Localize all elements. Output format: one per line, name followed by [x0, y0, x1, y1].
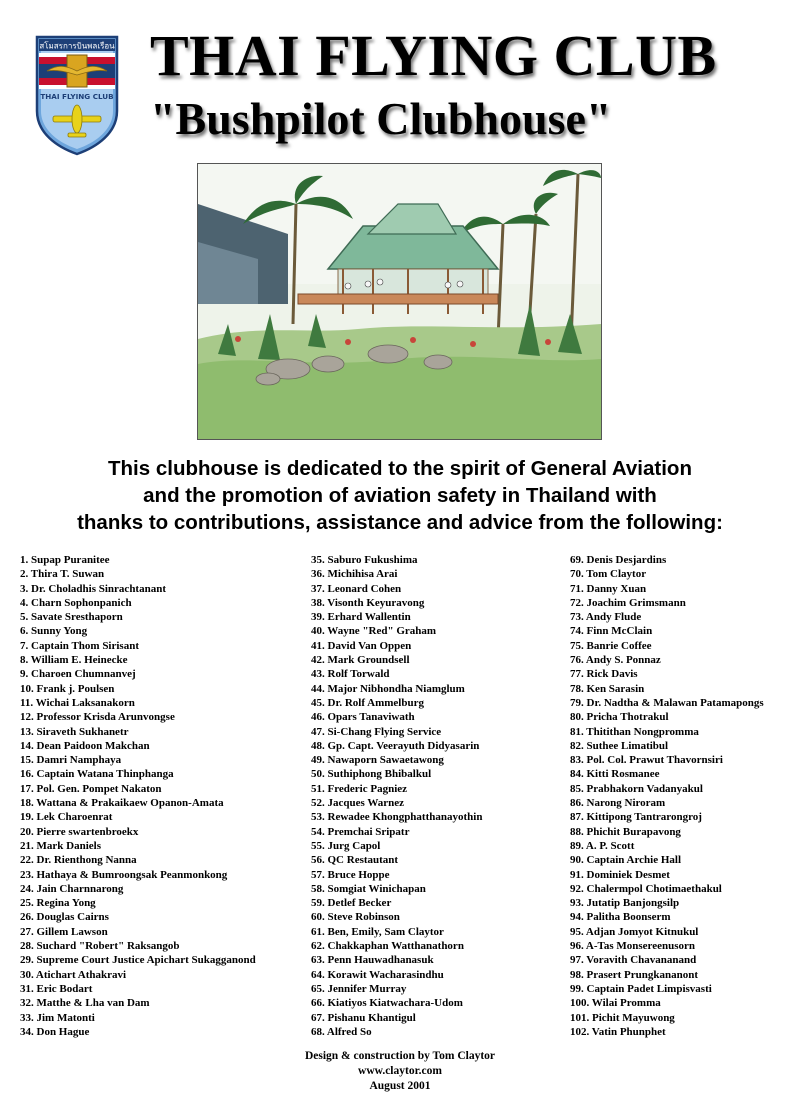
list-item: 96. A-Tas Monsereenusorn — [570, 940, 695, 953]
list-item: 57. Bruce Hoppe — [311, 868, 390, 881]
list-item: 42. Mark Groundsell — [311, 654, 410, 667]
list-item: 51. Frederic Pagniez — [311, 782, 408, 795]
list-item: 52. Jacques Warnez — [311, 797, 404, 810]
list-item: 25. Regina Yong — [20, 897, 96, 910]
list-item: 19. Lek Charoenrat — [20, 811, 113, 824]
list-item: 32. Matthe & Lha van Dam — [20, 997, 150, 1010]
list-item: 84. Kitti Rosmanee — [570, 768, 660, 781]
dedication-text — [20, 455, 780, 536]
list-item: 22. Dr. Rienthong Nanna — [20, 854, 137, 867]
list-item: 5. Savate Sresthaporn — [20, 611, 123, 624]
list-item: 49. Nawaporn Sawaetawong — [311, 754, 444, 767]
list-item: 24. Jain Charnnarong — [20, 882, 124, 895]
list-item: 66. Kiatiyos Kiatwachara-Udom — [311, 997, 463, 1010]
list-item: 64. Korawit Wacharasindhu — [311, 968, 444, 981]
list-item: 72. Joachim Grimsmann — [570, 596, 686, 609]
list-item: 81. Thitithan Nongpromma — [570, 725, 699, 738]
list-item: 94. Palitha Boonserm — [570, 911, 671, 924]
list-item: 74. Finn McClain — [570, 625, 653, 638]
list-item: 3. Dr. Choladhis Sinrachtanant — [20, 582, 166, 595]
list-item: 6. Sunny Yong — [20, 625, 88, 638]
list-item: 99. Captain Padet Limpisvasti — [570, 982, 712, 995]
list-item: 58. Somgiat Winichapan — [311, 882, 426, 895]
list-item: 53. Rewadee Khongphatthanayothin — [311, 811, 483, 824]
list-item: 59. Detlef Becker — [311, 897, 392, 910]
footer — [200, 1049, 600, 1094]
list-item: 15. Damri Namphaya — [20, 754, 122, 767]
list-item: 26. Douglas Cairns — [20, 911, 109, 924]
list-item: 33. Jim Matonti — [20, 1011, 95, 1024]
list-item: 102. Vatin Phunphet — [570, 1025, 666, 1038]
list-item: 78. Ken Sarasin — [570, 682, 645, 695]
list-item: 23. Hathaya & Bumroongsak Peanmonkong — [20, 868, 228, 881]
list-item: 48. Gp. Capt. Veerayuth Didyasarin — [311, 739, 480, 752]
page-title: THAI FLYING CLUB — [150, 23, 717, 88]
list-item: 93. Jutatip Banjongsilp — [570, 897, 680, 910]
list-item: 20. Pierre swartenbroekx — [20, 825, 139, 838]
page-subtitle: "Bushpilot Clubhouse" — [150, 93, 612, 144]
list-item: 18. Wattana & Prakaikaew Opanon-Amata — [20, 797, 224, 810]
list-item: 92. Chalermpol Chotimaethakul — [570, 882, 722, 895]
list-item: 87. Kittipong Tantrarongroj — [570, 811, 702, 824]
list-item: 10. Frank j. Poulsen — [20, 682, 115, 695]
list-item: 7. Captain Thom Sirisant — [20, 639, 139, 652]
list-item: 47. Si-Chang Flying Service — [311, 725, 442, 738]
list-item: 27. Gillem Lawson — [20, 925, 108, 938]
list-item: 11. Wichai Laksanakorn — [20, 696, 135, 709]
list-item: 44. Major Nibhondha Niamglum — [311, 682, 465, 695]
list-item: 56. QC Restautant — [311, 854, 399, 867]
list-item: 35. Saburo Fukushima — [311, 554, 418, 566]
list-item: 45. Dr. Rolf Ammelburg — [311, 696, 424, 709]
list-item: 40. Wayne "Red" Graham — [311, 625, 437, 638]
design-credit: Design & construction by Tom Claytor — [304, 1050, 496, 1062]
logo-thai-text: สโมสรการบินพลเรือน — [39, 41, 115, 51]
club-logo-icon — [33, 33, 121, 157]
dedication-line: and the promotion of aviation safety in Thailand with — [143, 484, 657, 507]
list-item: 73. Andy Flude — [570, 611, 642, 624]
list-item: 30. Atichart Athakravi — [20, 968, 127, 981]
dedication-line: This clubhouse is dedicated to the spirit of General Aviation — [108, 457, 692, 480]
list-item: 75. Banrie Coffee — [570, 639, 652, 652]
list-item: 54. Premchai Sripatr — [311, 825, 410, 838]
list-item: 61. Ben, Emily, Sam Claytor — [311, 925, 444, 938]
list-item: 55. Jurg Capol — [311, 839, 381, 852]
list-item: 98. Prasert Prungkananont — [570, 968, 699, 981]
list-item: 86. Narong Niroram — [570, 797, 666, 810]
list-item: 50. Suthiphong Bhibalkul — [311, 768, 432, 781]
list-item: 38. Visonth Keyuravong — [311, 596, 425, 609]
list-item: 21. Mark Daniels — [20, 839, 101, 852]
list-item: 77. Rick Davis — [570, 668, 638, 681]
list-item: 41. David Van Oppen — [311, 639, 412, 652]
list-item: 63. Penn Hauwadhanasuk — [311, 954, 434, 967]
list-item: 2. Thira T. Suwan — [20, 568, 105, 581]
list-item: 69. Denis Desjardins — [570, 554, 667, 566]
list-item: 34. Don Hague — [20, 1025, 90, 1038]
list-item: 29. Supreme Court Justice Apichart Sukagganond — [20, 954, 256, 967]
list-item: 79. Dr. Nadtha & Malawan Patamapongs — [570, 696, 764, 709]
list-item: 1. Supap Puranitee — [20, 554, 110, 566]
list-item: 28. Suchard "Robert" Raksangob — [20, 940, 180, 953]
list-item: 36. Michihisa Arai — [311, 568, 398, 581]
list-item: 88. Phichit Burapavong — [570, 825, 681, 838]
list-item: 83. Pol. Col. Prawut Thavornsiri — [570, 754, 723, 767]
list-item: 60. Steve Robinson — [311, 911, 400, 924]
footer-date: August 2001 — [369, 1080, 431, 1092]
list-item: 70. Tom Claytor — [570, 568, 647, 581]
list-item: 100. Wilai Promma — [570, 997, 661, 1010]
list-item: 97. Voravith Chavananand — [570, 954, 697, 967]
list-item: 13. Siraveth Sukhanetr — [20, 725, 129, 738]
list-item: 39. Erhard Wallentin — [311, 611, 411, 624]
list-item: 65. Jennifer Murray — [311, 982, 407, 995]
list-item: 71. Danny Xuan — [570, 582, 647, 595]
list-item: 80. Pricha Thotrakul — [570, 711, 669, 724]
list-item: 90. Captain Archie Hall — [570, 854, 682, 867]
list-item: 37. Leonard Cohen — [311, 582, 402, 595]
list-item: 14. Dean Paidoon Makchan — [20, 739, 150, 752]
website-link[interactable]: www.claytor.com — [358, 1065, 442, 1077]
list-item: 46. Opars Tanaviwath — [311, 711, 415, 724]
logo-text: THAI FLYING CLUB — [40, 92, 114, 101]
list-item: 62. Chakkaphan Watthanathorn — [311, 940, 464, 953]
dedication-line: thanks to contributions, assistance and advice from the following: — [77, 511, 723, 534]
list-item: 9. Charoen Chumnanvej — [20, 668, 136, 681]
contributors-column-1 — [20, 553, 256, 1039]
list-item: 67. Pishanu Khantigul — [311, 1011, 416, 1024]
list-item: 16. Captain Watana Thinphanga — [20, 768, 174, 781]
list-item: 95. Adjan Jomyot Kitnukul — [570, 925, 699, 938]
list-item: 82. Suthee Limatibul — [570, 739, 669, 752]
list-item: 76. Andy S. Ponnaz — [570, 654, 661, 667]
list-item: 31. Eric Bodart — [20, 982, 93, 995]
list-item: 85. Prabhakorn Vadanyakul — [570, 782, 703, 795]
list-item: 4. Charn Sophonpanich — [20, 596, 132, 609]
list-item: 101. Pichit Mayuwong — [570, 1011, 675, 1024]
list-item: 12. Professor Krisda Arunvongse — [20, 711, 175, 724]
list-item: 43. Rolf Torwald — [311, 668, 390, 681]
list-item: 8. William E. Heinecke — [20, 654, 128, 667]
contributors-column-3 — [570, 553, 764, 1039]
clubhouse-illustration — [197, 163, 602, 440]
list-item: 91. Dominiek Desmet — [570, 868, 670, 881]
list-item: 68. Alfred So — [311, 1025, 372, 1038]
list-item: 89. A. P. Scott — [570, 839, 635, 852]
list-item: 17. Pol. Gen. Pompet Nakaton — [20, 782, 162, 795]
contributors-column-2 — [311, 553, 482, 1039]
